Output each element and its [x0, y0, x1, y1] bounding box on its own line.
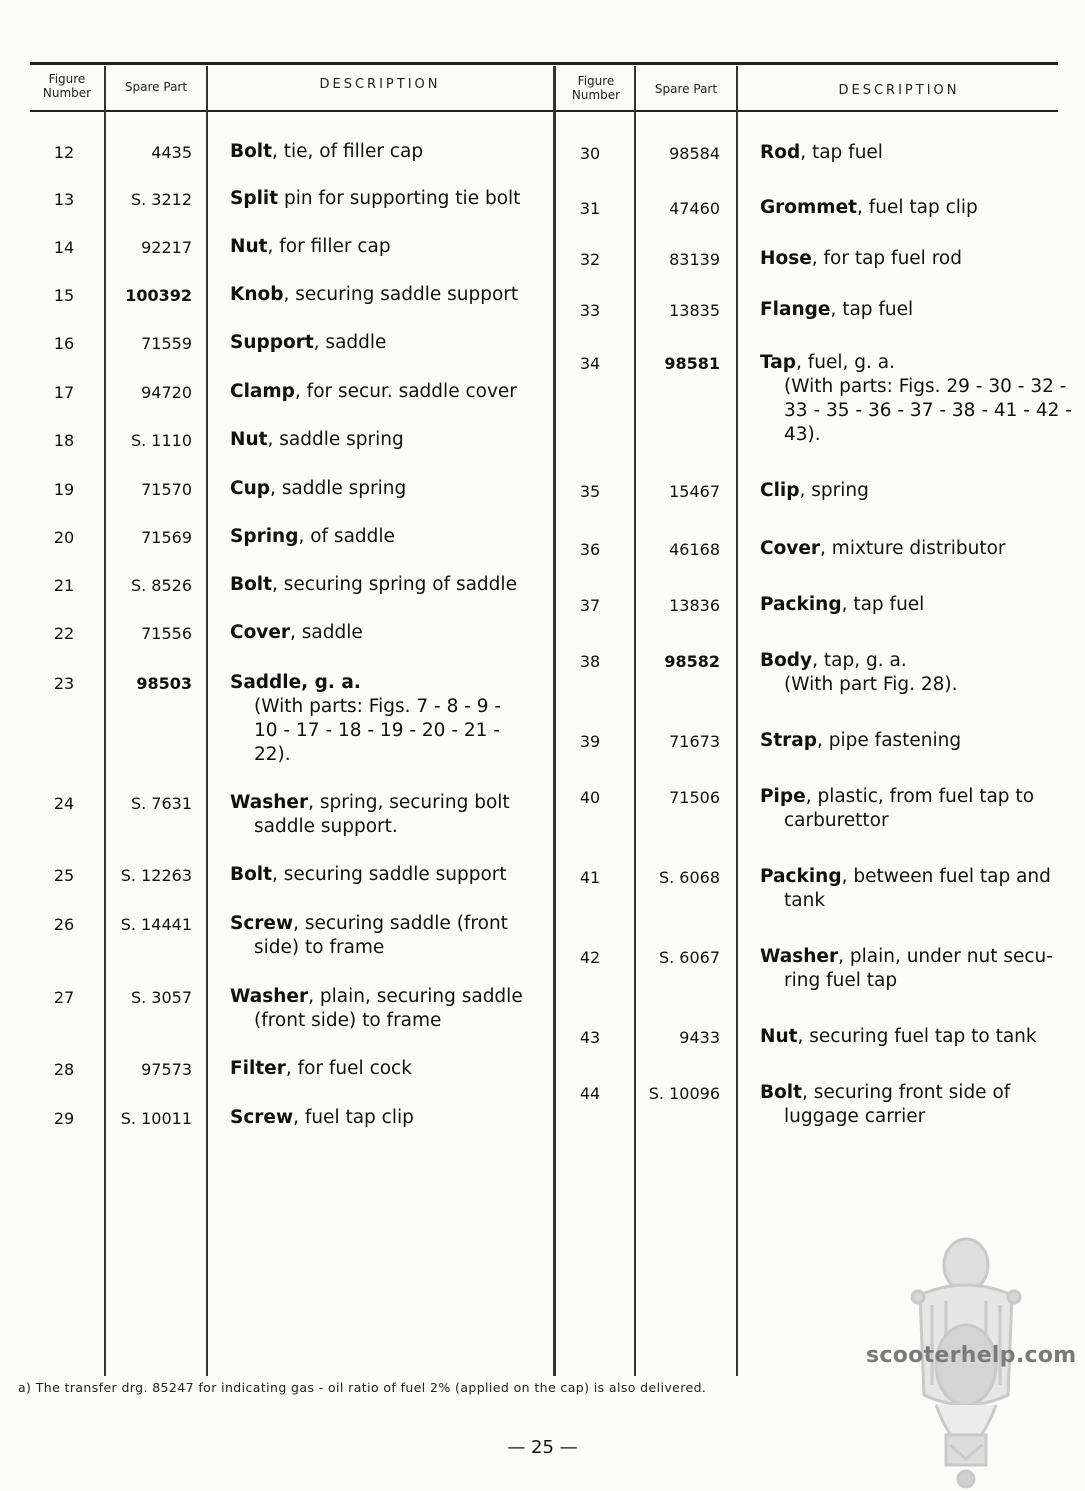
part-name: Clip [760, 480, 800, 501]
spare-part-number: 98582 [664, 652, 720, 671]
part-description [760, 247, 1060, 271]
spare-part-number: 71673 [669, 732, 720, 751]
figure-number: 29 [53, 1109, 75, 1128]
part-description [760, 1025, 1060, 1049]
part-description [230, 140, 548, 164]
part-description [230, 985, 548, 1033]
figure-number: 30 [579, 144, 601, 163]
part-detail: , plain, securing saddle [308, 986, 523, 1007]
part-detail-continued: ring fuel tap [784, 970, 898, 991]
part-name: Tap [760, 352, 796, 373]
part-detail: , for secur. saddle cover [294, 381, 517, 402]
figure-number: 39 [579, 732, 601, 751]
figure-number: 44 [579, 1084, 601, 1103]
part-detail: , securing fuel tap to tank [797, 1026, 1037, 1047]
part-description [760, 1081, 1060, 1129]
part-description [760, 785, 1060, 833]
part-name: Bolt [230, 574, 272, 595]
part-name: Body [760, 650, 813, 671]
spare-part-number: S. 14441 [120, 915, 192, 934]
col-divider [736, 66, 738, 1376]
spare-part-number: 100392 [125, 286, 192, 305]
part-name: Cup [230, 478, 270, 499]
part-description [230, 621, 548, 645]
part-detail: , securing front side of [802, 1082, 1011, 1103]
spare-part-number: S. 12263 [120, 866, 192, 885]
figure-number: 34 [579, 354, 601, 373]
spare-part-number: 4435 [151, 143, 192, 162]
figure-number: 38 [579, 652, 601, 671]
spare-part-number: S. 8526 [130, 576, 192, 595]
part-detail-continued: luggage carrier [784, 1106, 926, 1127]
page-number: — 25 — [507, 1437, 578, 1458]
spare-part-number: 9433 [679, 1028, 720, 1047]
part-name: Hose [760, 248, 812, 269]
part-name: Support [230, 332, 314, 353]
spare-part-number: 94720 [141, 383, 192, 402]
part-description [230, 428, 548, 452]
part-description [230, 235, 548, 259]
part-description [230, 331, 548, 355]
part-detail: , tap fuel [841, 594, 925, 615]
part-description [230, 791, 548, 839]
part-description [230, 187, 548, 211]
header-spare-part: Spare Part [124, 80, 188, 94]
part-name: Bolt [230, 864, 272, 885]
part-name: Cover [230, 622, 291, 643]
figure-number: 36 [579, 540, 601, 559]
part-detail: , spring, securing bolt [308, 792, 510, 813]
figure-number: 12 [53, 143, 75, 162]
part-name: Cover [760, 538, 821, 559]
part-description [230, 1057, 548, 1081]
part-name: Strap [760, 730, 818, 751]
spare-part-number: 83139 [669, 250, 720, 269]
figure-number: 20 [53, 528, 75, 547]
part-detail: , plain, under nut secu- [838, 946, 1053, 967]
part-detail: , saddle spring [270, 478, 407, 499]
part-name: Nut [760, 1026, 798, 1047]
part-name: Nut [230, 236, 268, 257]
part-detail-continued: side) to frame [254, 937, 385, 958]
spare-part-number: 71506 [669, 788, 720, 807]
part-detail: , tap, g. a. [812, 650, 907, 671]
part-description [760, 537, 1060, 561]
spare-part-number: S. 1110 [130, 431, 192, 450]
part-detail: , securing saddle support [272, 864, 507, 885]
part-name: Split [230, 188, 279, 209]
part-name: Washer [230, 792, 309, 813]
part-description [760, 196, 1060, 220]
figure-number: 19 [53, 480, 75, 499]
figure-number: 13 [53, 190, 75, 209]
part-detail: , saddle spring [267, 429, 404, 450]
figure-number: 35 [579, 482, 601, 501]
part-detail: , saddle [290, 622, 363, 643]
part-detail: , securing saddle support [283, 284, 519, 305]
part-description [760, 729, 1060, 753]
spare-part-number: 15467 [669, 482, 720, 501]
part-description [230, 863, 548, 887]
spare-part-number: 71569 [141, 528, 192, 547]
part-name: Grommet [760, 197, 857, 218]
header-rule [30, 110, 1058, 112]
figure-number: 41 [579, 868, 601, 887]
figure-number: 27 [53, 988, 75, 1007]
part-detail-continued: (With parts: Figs. 29 - 30 - 32 - 33 - 35 - 36 - 37 - 38 - 41 - 42 - 43). [784, 376, 1072, 445]
part-detail: , for tap fuel rod [811, 248, 962, 269]
part-detail: , for filler cap [267, 236, 391, 257]
spare-part-number: 71570 [141, 480, 192, 499]
part-description [230, 912, 548, 960]
spare-part-number: 98581 [664, 354, 720, 373]
spare-part-number: S. 3057 [130, 988, 192, 1007]
part-description [760, 945, 1060, 993]
part-name: Clamp [230, 381, 295, 402]
part-name: Filter [230, 1058, 286, 1079]
figure-number: 14 [53, 238, 75, 257]
part-detail: pin for supporting tie bolt [278, 188, 521, 209]
part-name: Screw [230, 913, 294, 934]
part-description [760, 479, 1060, 503]
header-spare-part: Spare Part [654, 82, 718, 96]
spare-part-number: S. 6067 [658, 948, 720, 967]
spare-part-number: 71556 [141, 624, 192, 643]
part-description [760, 141, 1060, 165]
part-detail: , fuel tap clip [856, 197, 978, 218]
part-name: Bolt [760, 1082, 802, 1103]
part-detail: , plastic, from fuel tap to [805, 786, 1035, 807]
part-name: Knob [230, 284, 284, 305]
spare-part-number: S. 10096 [648, 1084, 720, 1103]
spare-part-number: 92217 [141, 238, 192, 257]
part-name: Spring [230, 526, 299, 547]
figure-number: 23 [53, 674, 75, 693]
part-description [230, 477, 548, 501]
part-detail: , of saddle [298, 526, 395, 547]
part-description [760, 298, 1060, 322]
figure-number: 17 [53, 383, 75, 402]
part-name: Saddle, g. a. [230, 672, 361, 693]
part-name: Packing [760, 594, 842, 615]
part-name: Washer [760, 946, 839, 967]
part-name: Screw [230, 1107, 294, 1128]
part-name: Washer [230, 986, 309, 1007]
figure-number: 22 [53, 624, 75, 643]
figure-number: 26 [53, 915, 75, 934]
figure-number: 37 [579, 596, 601, 615]
part-name: Packing [760, 866, 842, 887]
part-detail: , securing spring of saddle [272, 574, 517, 595]
figure-number: 28 [53, 1060, 75, 1079]
part-detail-continued: (front side) to frame [254, 1010, 442, 1031]
part-detail: , for fuel cock [285, 1058, 412, 1079]
part-description [760, 351, 1072, 447]
part-name: Rod [760, 142, 801, 163]
figure-number: 15 [53, 286, 75, 305]
part-detail-continued: (With parts: Figs. 7 - 8 - 9 - 10 - 17 - 18 - 19 - 20 - 21 - 22). [254, 696, 502, 765]
part-detail: , tap fuel [800, 142, 883, 163]
watermark-text: scooterhelp.com [866, 1343, 1077, 1368]
part-detail: , fuel tap clip [293, 1107, 414, 1128]
col-divider-center [553, 66, 556, 1376]
col-divider [104, 66, 106, 1376]
part-detail-continued: tank [784, 890, 826, 911]
figure-number: 33 [579, 301, 601, 320]
spare-part-number: 47460 [669, 199, 720, 218]
part-detail: , spring [799, 480, 869, 501]
part-name: Pipe [760, 786, 806, 807]
top-rule [30, 62, 1058, 65]
part-description [760, 649, 1060, 697]
header-description: DESCRIPTION [838, 83, 960, 98]
spare-part-number: S. 10011 [120, 1109, 192, 1128]
spare-part-number: 46168 [669, 540, 720, 559]
figure-number: 32 [579, 250, 601, 269]
spare-part-number: 71559 [141, 334, 192, 353]
part-description [230, 671, 548, 767]
spare-part-number: 97573 [141, 1060, 192, 1079]
figure-number: 43 [579, 1028, 601, 1047]
part-name: Bolt [230, 141, 272, 162]
footnote: a) The transfer drg. 85247 for indicating gas - oil ratio of fuel 2% (applied on the cap) is also delivered. [18, 1380, 707, 1395]
spare-part-number: 98584 [669, 144, 720, 163]
part-detail-continued: (With part Fig. 28). [784, 674, 958, 695]
part-name: Flange [760, 299, 831, 320]
part-description [230, 380, 548, 404]
figure-number: 42 [579, 948, 601, 967]
figure-number: 31 [579, 199, 601, 218]
part-detail: , pipe fastening [817, 730, 962, 751]
part-detail: , saddle [313, 332, 387, 353]
part-detail: , tie, of filler cap [272, 141, 424, 162]
figure-number: 16 [53, 334, 75, 353]
spare-part-number: S. 6068 [658, 868, 720, 887]
spare-part-number: S. 7631 [130, 794, 192, 813]
figure-number: 40 [579, 788, 601, 807]
part-detail: , securing saddle (front [293, 913, 508, 934]
part-name: Nut [230, 429, 268, 450]
part-detail-continued: saddle support. [254, 816, 398, 837]
figure-number: 25 [53, 866, 75, 885]
part-detail-continued: carburettor [784, 810, 889, 831]
figure-number: 24 [53, 794, 75, 813]
part-description [230, 283, 548, 307]
spare-part-number: 98503 [136, 674, 192, 693]
part-detail: , mixture distributor [820, 538, 1006, 559]
part-detail: , fuel, g. a. [795, 352, 895, 373]
part-detail: , between fuel tap and [841, 866, 1051, 887]
part-description [760, 865, 1060, 913]
header-description: DESCRIPTION [319, 77, 441, 92]
part-detail: , tap fuel [830, 299, 914, 320]
part-description [230, 573, 548, 597]
col-divider [206, 66, 208, 1376]
spare-part-number: S. 3212 [130, 190, 192, 209]
figure-number: 21 [53, 576, 75, 595]
spare-part-number: 13836 [669, 596, 720, 615]
header-figure-number: Figure Number [571, 74, 621, 102]
part-description [230, 525, 548, 549]
part-description [230, 1106, 548, 1130]
header-figure-number: Figure Number [42, 72, 92, 100]
figure-number: 18 [53, 431, 75, 450]
spare-part-number: 13835 [669, 301, 720, 320]
part-description [760, 593, 1060, 617]
